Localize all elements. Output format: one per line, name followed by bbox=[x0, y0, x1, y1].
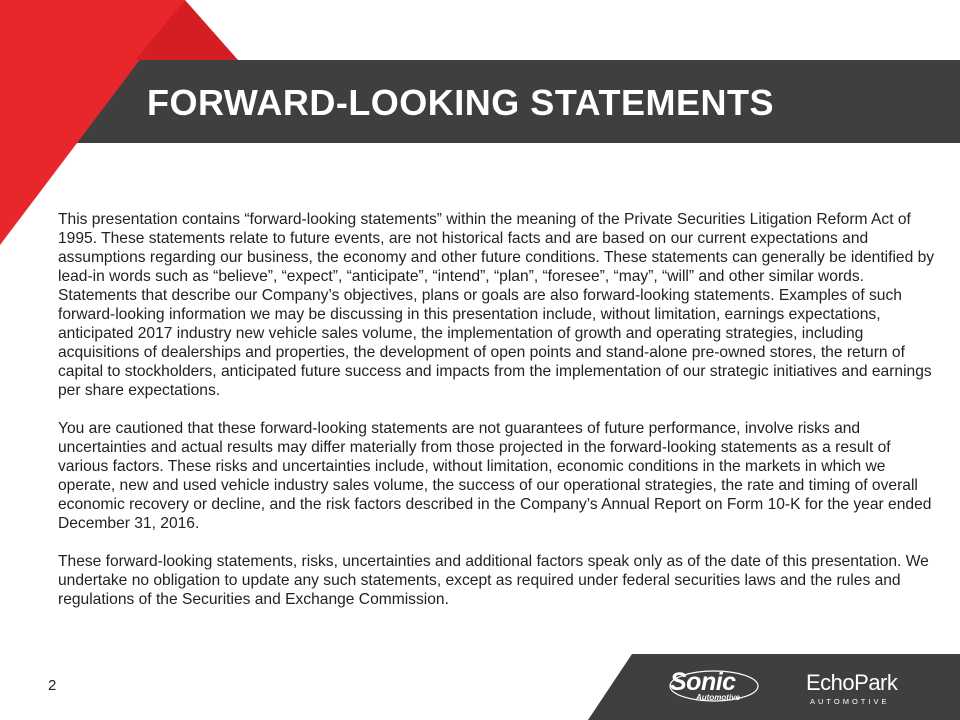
paragraph-caution: You are cautioned that these forward-looking statements are not guarantees of future performance, involve risks and uncertainties and actual results may differ materially from those projected in the forward-looking statements as a result of various factors. These risks and uncertainties include, without limitation, economic conditions in the markets in which we operate, new and used vehicle industry sales volume, the success of our operational strategies, the rate and timing of overall economic recovery or decline, and the risk factors described in the Company’s Annual Report on Form 10-K for the year ended December 31, 2016. bbox=[58, 420, 932, 532]
slide-title: FORWARD-LOOKING STATEMENTS bbox=[147, 82, 774, 123]
echopark-logo-subtitle: AUTOMOTIVE bbox=[810, 697, 890, 706]
paragraph-no-obligation: These forward-looking statements, risks, uncertainties and additional factors speak only as of the date of this presentation. We undertake no obligation to update any such statements, except as required under federal securities laws and the rules and regulations of the Securities and Exchange Commission. bbox=[58, 553, 929, 608]
paragraph-forward-looking: This presentation contains “forward-looking statements” within the meaning of the Private Securities Litigation Reform Act of 1995. These statements relate to future events, are not historical facts and are based on our current expectations and assumptions regarding our business, the economy and other future conditions. These statements can generally be identified by lead-in words such as “believe”, “expect”, “anticipate”, “intend”, “plan”, “foresee”, “may”, “will” and other similar words. Statements that describe our Company’s objectives, plans or goals are also forward-looking statements. Examples of such forward-looking information we may be discussing in this presentation include, without limitation, earnings expectations, anticipated 2017 industry new vehicle sales volume, the implementation of growth and operating strategies, including acquisitions of dealerships and properties, the development of open points and stand-alone pre-owned stores, the return of capital to stockholders, anticipated future success and impacts from the implementation of our strategic initiatives and earnings per share expectations. bbox=[58, 211, 935, 399]
page-number: 2 bbox=[48, 677, 57, 694]
sonic-logo-wordmark: Sonic bbox=[670, 668, 736, 696]
echopark-automotive-logo bbox=[806, 670, 906, 710]
sonic-logo-subtitle: Automotive bbox=[696, 693, 740, 702]
slide-body bbox=[58, 210, 942, 628]
echopark-logo-wordmark: EchoPark bbox=[806, 670, 898, 695]
sonic-automotive-logo bbox=[668, 668, 760, 706]
